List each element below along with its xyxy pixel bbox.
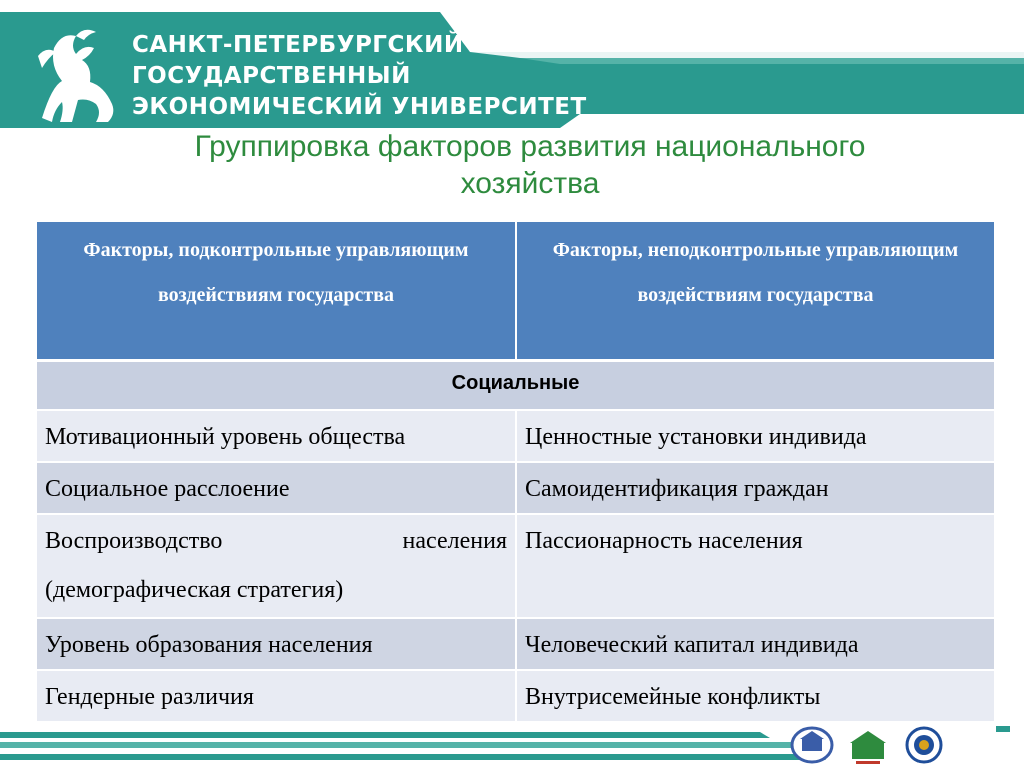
slide-title bbox=[60, 128, 1000, 202]
university-name-line-1: САНКТ-ПЕТЕРБУРГСКИЙ bbox=[132, 32, 464, 58]
table-row bbox=[37, 410, 994, 462]
section-row bbox=[37, 360, 994, 410]
table-cell: Мотивационный уровень общества bbox=[37, 410, 516, 462]
slide-title-line-2: хозяйства bbox=[460, 167, 600, 200]
header-controlled-factors: Факторы, подконтрольные управляющим воздействиям государства bbox=[37, 222, 516, 360]
table-cell: Ценностные установки индивида bbox=[516, 410, 994, 462]
table-cell: Гендерные различия bbox=[37, 670, 516, 722]
cell-first-line bbox=[45, 525, 507, 557]
table-cell bbox=[37, 514, 516, 618]
partner-building-icon bbox=[846, 725, 890, 765]
table-cell: Самоидентификация граждан bbox=[516, 462, 994, 514]
griffin-logo-icon bbox=[32, 26, 128, 126]
university-name-line-2: ГОСУДАРСТВЕННЫЙ bbox=[132, 63, 411, 89]
table-cell: Уровень образования населения bbox=[37, 618, 516, 670]
table-row bbox=[37, 462, 994, 514]
university-name-line-3: ЭКОНОМИЧЕСКИЙ УНИВЕРСИТЕТ bbox=[132, 94, 587, 120]
cell-word: Воспроизводство bbox=[45, 528, 223, 554]
table-row bbox=[37, 670, 994, 722]
table-header-row bbox=[37, 222, 994, 360]
table-cell: Пассионарность населения bbox=[516, 514, 994, 618]
slide-title-line-1: Группировка факторов развития национального bbox=[194, 130, 866, 163]
header-uncontrolled-factors: Факторы, неподконтрольные управляющим воздействиям государства bbox=[516, 222, 994, 360]
partner-emblem-icon bbox=[790, 725, 834, 765]
cell-second-line: (демографическая стратегия) bbox=[45, 577, 344, 603]
section-title: Социальные bbox=[37, 360, 994, 410]
table-cell: Социальное расслоение bbox=[37, 462, 516, 514]
partner-logos bbox=[790, 722, 990, 767]
university-name bbox=[132, 30, 587, 123]
header-band bbox=[0, 12, 1024, 128]
table-cell: Человеческий капитал индивида bbox=[516, 618, 994, 670]
cell-word: населения bbox=[402, 528, 507, 554]
factors-table bbox=[37, 222, 994, 723]
partner-seal-icon bbox=[902, 725, 946, 765]
table-row bbox=[37, 514, 994, 618]
table-row bbox=[37, 618, 994, 670]
table-cell: Внутрисемейные конфликты bbox=[516, 670, 994, 722]
